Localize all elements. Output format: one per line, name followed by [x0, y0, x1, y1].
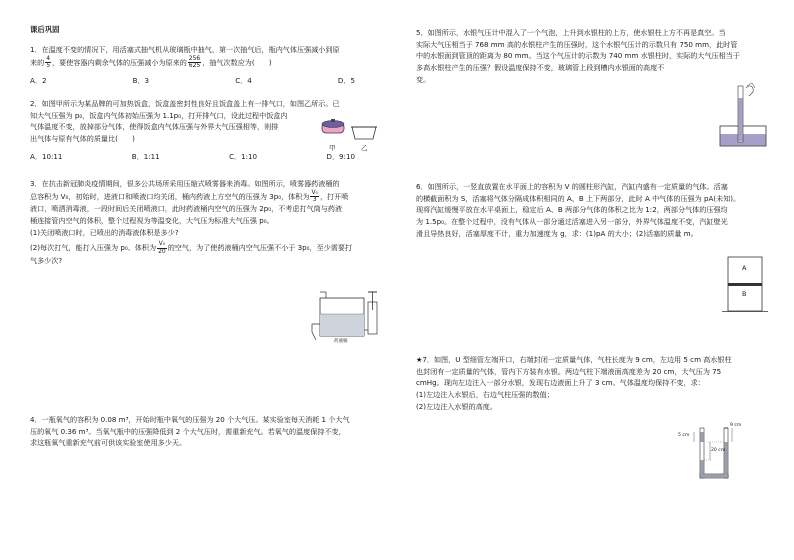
q2-line-4: 出气体与原有气体的质量比( )	[30, 134, 135, 144]
q2-line-2: 知大气压强为 p₀，饭盒内气体初始压强为 1.1p₀，打开排气口，设此过程中饭盒内	[30, 110, 288, 120]
q7-line-2: 也封闭有一定质量的气体，管内下方装有水银。两边气柱下端液面高度差为 20 cm，大气压为 75	[416, 366, 722, 376]
q2-label-jia: 甲	[329, 144, 336, 152]
q3-sub-2-cont: 气多少次?	[30, 256, 63, 265]
q7-line-3: cmHg。现向左边注入一部分水银，发现右边液面上升了 3 cm。气体温度均保持不变，求：	[416, 378, 705, 388]
q5-line-5: 变。	[416, 74, 431, 84]
question-5	[416, 27, 772, 86]
q7-label-20cm: 20 cm	[711, 448, 726, 453]
q1-option-a: A．2	[30, 76, 47, 86]
question-4	[30, 414, 382, 449]
q6-label-b: B	[742, 290, 747, 298]
q4-line-1: 4．一瓶氧气的容积为 0.08 m³，开始时瓶中氧气的压强为 20 个大气压。某实验室每天消耗 1 个大气	[30, 415, 350, 424]
q1-line-1: 1．在温度不变的情况下，用活塞式抽气机从玻璃瓶中抽气，第一次抽气后，瓶内气体压强减小到原	[30, 45, 340, 54]
q1-option-d: D．5	[337, 76, 355, 86]
q2-line-1: 2．如图甲所示为某品牌的可加热饭盒，饭盒盖密封性良好且饭盒盖上有一排气口，如图乙所示。已	[30, 99, 340, 108]
q4-line-3: 求这瓶氧气重新充气前可供该实验室使用多少天。	[30, 438, 187, 448]
question-3	[30, 178, 382, 267]
q2-option-d: D．9:10	[326, 151, 355, 161]
q3-line-2: 总容积为 V₀，初始时，进液口和喷液口均关闭，桶内药液上方空气的压强为 3p₀，体积为 $\frac{\text{V₀}}{3}$ ，打开喷	[30, 188, 349, 203]
q4-line-2: 压的氧气 0.36 m³。当氧气瓶中的压强降低到 2 个大气压时，需重新充气。若氧气的温度保持不变，	[30, 426, 346, 436]
q1-fraction-256-625: $\frac{256}{625}$	[188, 54, 201, 69]
q6-line-2: 的横截面积为 S，活塞将气体分隔成体积相同的 A、B 上下两部分，此时 A 中气体的压强为 pA(未知)。	[416, 193, 741, 203]
q6-label-a: A	[742, 264, 747, 272]
q6-figure-cylinder	[722, 255, 770, 317]
q3-line-3: 液口，喷洒消毒液，一段时间后关闭喷液口，此时药液桶内空气的压强为 2p₀，不考虑打气筒与药液	[30, 204, 343, 214]
q2-option-a: A．10:11	[30, 151, 63, 161]
q2-option-b: B．1:11	[131, 151, 160, 161]
question-6	[416, 181, 772, 240]
q2-figure-lunchbox	[318, 115, 380, 155]
q6-line-3: 现将汽缸缓慢平放在水平桌面上，稳定后 A、B 两部分气体的体积之比为 1:2，两部分气体的压强均	[416, 205, 728, 215]
q5-line-3: 中的水银面到管顶的距离为 80 mm。当这个气压计的示数为 740 mm 水银柱时，实际的大气压相当于	[416, 51, 740, 61]
q3-figure-sprayer	[308, 288, 390, 346]
q3-line-1: 3．在抗击新冠肺炎疫情期间，很多公共场所采用压缩式喷雾器来消毒。如图所示，喷雾器药液桶的	[30, 179, 340, 188]
q7-label-5cm: 5 cm	[678, 433, 690, 438]
q5-line-1: 5．如图所示，水银气压计中混入了一个气泡，上升到水银柱的上方，使水银柱上方不再是真空。当	[416, 28, 726, 37]
q3-sub-2: (2)每次打气，能打入压强为 p₀、体积为 $\frac{\text{V₀}}{20}$ 的空气，为了使药液桶内空气压强不小于 3p₀，至少需要打	[30, 240, 353, 255]
q3-fraction-v0-3: $\frac{\text{V₀}}{3}$	[311, 188, 318, 203]
q7-line-4: (1)左边注入水银后，右边气柱压强的数值；	[416, 390, 554, 400]
q6-line-1: 6．如图所示，一竖直放置在水平面上的容积为 V 的圆柱形汽缸，汽缸内盛有一定质量的气体。活塞	[416, 182, 728, 191]
q1-option-c: C．4	[235, 76, 252, 86]
q3-line-4: 桶连接管内空气的体积，整个过程视为等温变化，大气压为标准大气压强 p₀。	[30, 216, 274, 225]
question-1	[30, 44, 382, 87]
q2-options	[30, 151, 355, 163]
q2-label-yi: 乙	[361, 144, 368, 152]
q7-label-9cm: 9 cm	[730, 423, 742, 428]
section-heading: 课后巩固	[30, 25, 60, 34]
q7-line-5: (2)左边注入水银的高度。	[416, 401, 497, 411]
q5-line-2: 实际大气压相当于 768 mm 高的水银柱产生的压强时，这个水银气压计的示数只有 750 mm，此时管	[416, 39, 738, 49]
q5-line-4: 多高水银柱产生的压强？假设温度保持不变，玻璃管上段到槽内水银面的高度不	[416, 63, 665, 73]
q6-line-4: 为 1.5p₀。在整个过程中，没有气体从一部分通过活塞进入另一部分，外界气体温度不变，汽缸壁光	[416, 217, 728, 227]
q3-sub-1: (1)关闭喷液口时，已喷出的消毒液体积是多少?	[30, 227, 179, 237]
q3-fraction-v0-20: $\frac{\text{V₀}}{20}$	[158, 240, 166, 255]
q2-line-3: 气体温度不变，放掉部分气体，使得饭盒内气体压强与外界大气压强相等，则排	[30, 122, 279, 132]
q5-figure-barometer	[716, 80, 772, 150]
q7-figure-u-tube	[678, 423, 748, 482]
q1-options	[30, 75, 355, 87]
q2-option-c: C．1:10	[229, 151, 258, 161]
q1-option-b: B．3	[132, 76, 150, 86]
question-7	[416, 354, 772, 413]
q3-figure-caption: 药液桶	[334, 339, 348, 344]
q1-line-2: 来的 $\frac{4}{5}$ ，要使容器内剩余气体的压强减小为原来的 $\frac{256}{625}$ ，抽气次数应为( )	[30, 54, 272, 69]
q7-line-1: ★7．如图，U 型细管左端开口，右端封闭一定质量气体，气柱长度为 9 cm，左边用 5 cm 高水银柱	[416, 355, 732, 364]
q6-line-5: 滑且导热良好，活塞厚度不计，重力加速度为 g，求：(1)pA 的大小；(2)活塞的质量 m。	[416, 228, 698, 238]
q1-fraction-4-5: $\frac{4}{5}$	[46, 54, 51, 69]
